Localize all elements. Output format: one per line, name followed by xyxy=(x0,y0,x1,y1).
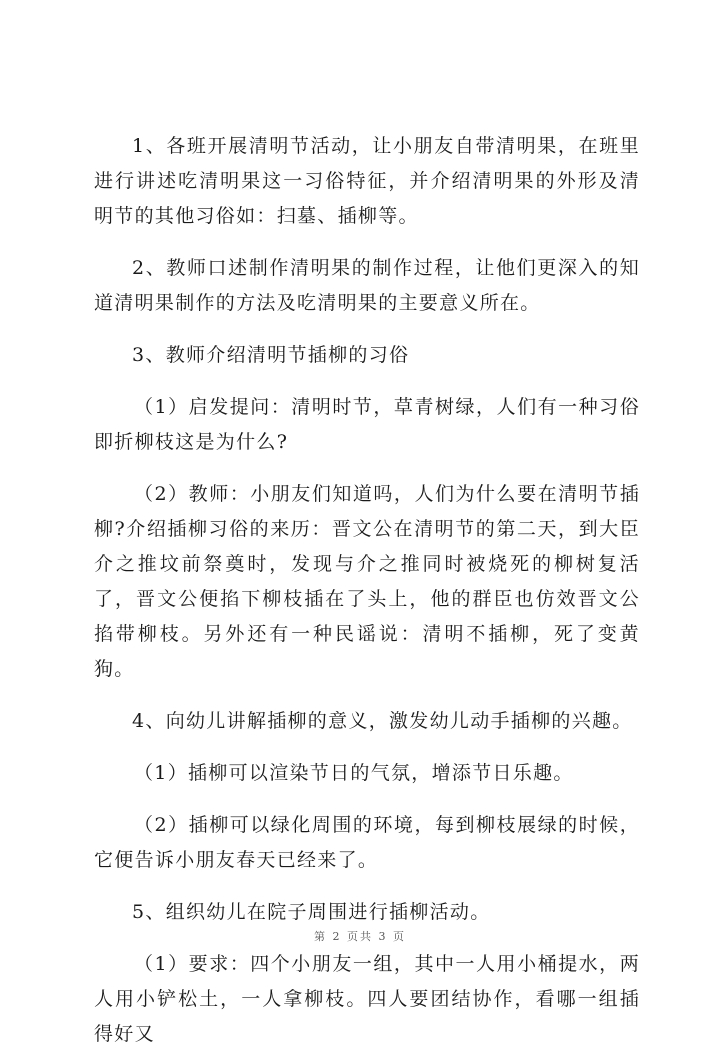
paragraph-activity-3: 3、教师介绍清明节插柳的习俗 xyxy=(132,344,410,366)
document-body xyxy=(94,129,640,1052)
paragraph-activity-5-sub-1: （1）要求：四个小朋友一组，其中一人用小桶提水，两人用小铲松土，一人拿柳枝。四人要团结协作，看哪一组插得好又 xyxy=(94,953,640,1045)
paragraph-activity-1: 1、各班开展清明节活动，让小朋友自带清明果，在班里进行讲述吃清明果这一习俗特征，并介绍清明果的外形及清明节的其他习俗如：扫墓、插柳等。 xyxy=(94,135,640,227)
paragraph-activity-3-sub-1: （1）启发提问：清明时节，草青树绿，人们有一种习俗即折柳枝这是为什么? xyxy=(94,396,640,453)
paragraph-activity-4: 4、向幼儿讲解插柳的意义，激发幼儿动手插柳的兴趣。 xyxy=(132,710,633,732)
paragraph-activity-4-sub-2: （2）插柳可以绿化周围的环境，每到柳枝展绿的时候，它便告诉小朋友春天已经来了。 xyxy=(94,814,640,871)
page-number-footer: 第 2 页共 3 页 xyxy=(314,930,406,943)
paragraph-activity-2: 2、教师口述制作清明果的制作过程，让他们更深入的知道清明果制作的方法及吃清明果的主要意义所在。 xyxy=(94,257,640,314)
paragraph-activity-3-sub-2: （2）教师：小朋友们知道吗，人们为什么要在清明节插柳?介绍插柳习俗的来历：晋文公在清明节的第二天，到大臣介之推坟前祭奠时，发现与介之推同时被烧死的柳树复活了，晋文公便掐下柳枝插在了头上，他的群臣也仿效晋文公掐带柳枝。另外还有一种民谣说：清明不插柳，死了变黄狗。 xyxy=(94,483,640,680)
paragraph-activity-4-sub-1: （1）插柳可以渲染节日的气氛，增添节日乐趣。 xyxy=(134,762,574,784)
paragraph-activity-5: 5、组织幼儿在院子周围进行插柳活动。 xyxy=(132,901,491,923)
